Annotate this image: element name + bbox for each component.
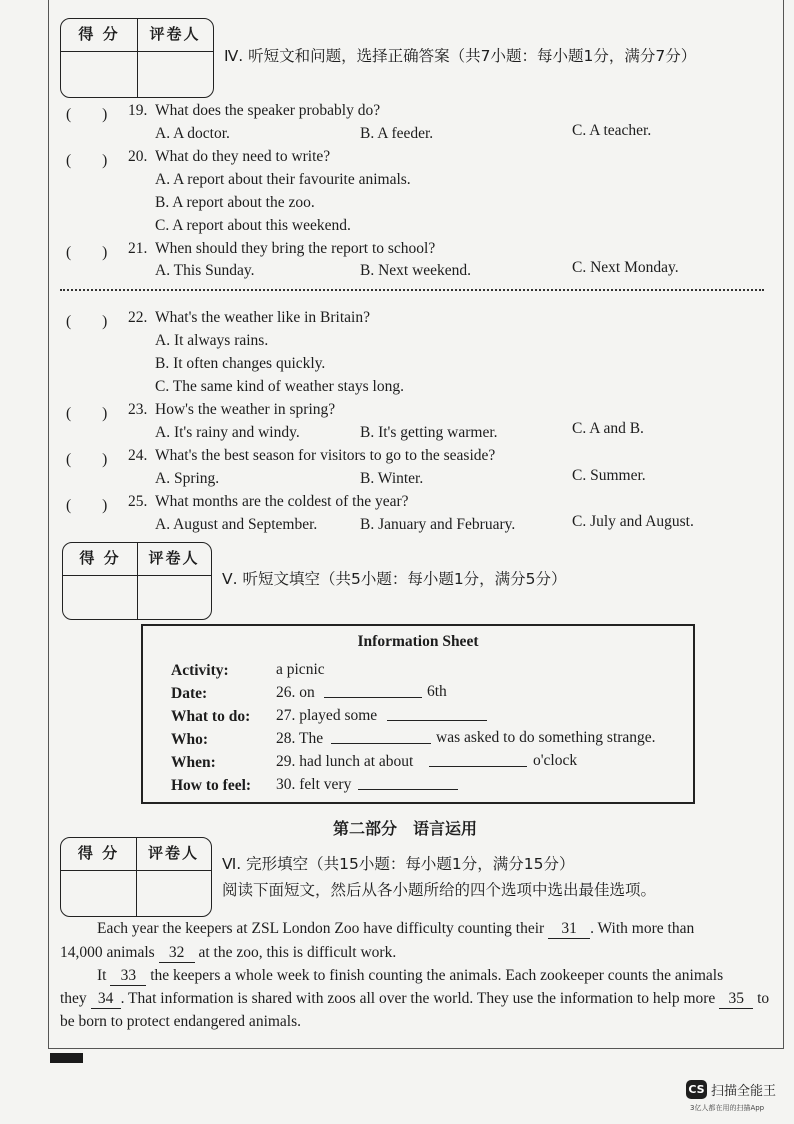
passage-text: . That information is shared with zoos all over the world. They use the information to help more [120,990,716,1007]
row-label-activity: Activity: [171,662,229,679]
option-a: A. A report about their favourite animals. [155,171,411,188]
option-a: A. This Sunday. [155,262,255,279]
blank-33[interactable]: 33 [110,967,146,986]
section-5-title: Ⅴ. 听短文填空（共5小题：每小题1分，满分5分） [222,570,567,588]
camscanner-logo-icon: CS [686,1080,707,1099]
passage-text: . With more than [590,920,695,937]
option-a: A. Spring. [155,470,220,487]
passage-text: the keepers a whole week to finish counting the animals. Each zookeeper counts the animals [150,967,724,984]
passage-line-5 [60,1013,301,1031]
passage-text: at the zoo, this is difficult work. [198,944,397,961]
score-box [62,542,212,620]
option-c: C. A report about this weekend. [155,217,351,234]
part-2-title: 第二部分 语言运用 [333,819,478,838]
blank-28[interactable] [331,729,431,744]
question-text: What's the best season for visitors to go to the seaside? [155,447,496,464]
option-c: C. July and August. [572,513,694,530]
option-a: A. It always rains. [155,332,269,349]
row-value-when: 29. had lunch at about [276,753,414,770]
passage-text: 14,000 animals [60,944,155,961]
row-value-activity: a picnic [276,661,325,678]
answer-paren[interactable]: ( ) [66,405,108,422]
sheet-title: Information Sheet [357,633,479,650]
page-mark [50,1053,83,1063]
option-a: A. A doctor. [155,125,230,142]
answer-paren[interactable]: ( ) [66,106,108,123]
information-sheet [141,624,695,804]
dotted-divider [60,289,764,291]
question-text: What do they need to write? [155,148,331,165]
passage-text: to [757,990,770,1007]
blank-30[interactable] [358,775,458,790]
blank-34[interactable]: 34 [91,990,121,1009]
row-value-who: 28. The [276,730,324,747]
passage-line-3 [97,967,723,986]
option-b: B. A report about the zoo. [155,194,315,211]
passage-text: be born to protect endangered animals. [60,1013,302,1030]
option-c: C. A and B. [572,420,644,437]
answer-paren[interactable]: ( ) [66,497,108,514]
blank-29[interactable] [429,752,527,767]
brand-tagline: 3亿人都在用的扫描App [690,1104,765,1112]
passage-text: they [60,990,87,1007]
option-c: C. Summer. [572,467,646,484]
row-label-how-to-feel: How to feel: [171,777,252,794]
row-suffix-who: was asked to do something strange. [436,729,656,746]
row-suffix-date: 6th [427,683,447,700]
row-value-date: 26. on [276,684,315,701]
option-a: A. August and September. [155,516,318,533]
blank-31[interactable]: 31 [548,920,590,939]
passage-line-4 [60,990,769,1009]
question-text: What does the speaker probably do? [155,102,381,119]
section-6-title: Ⅵ. 完形填空（共15小题：每小题1分，满分15分） [222,855,575,873]
row-suffix-when: o'clock [533,752,578,769]
option-b: B. It often changes quickly. [155,355,326,372]
score-label: 得 分 [77,844,120,862]
option-c: C. Next Monday. [572,259,679,276]
grader-label: 评卷人 [149,25,201,43]
grader-label: 评卷人 [148,549,200,567]
section-4-title: Ⅳ. 听短文和问题，选择正确答案（共7小题：每小题1分，满分7分） [224,47,697,65]
answer-paren[interactable]: ( ) [66,244,108,261]
passage-text: Each year the keepers at ZSL London Zoo have difficulty counting their [97,920,545,937]
brand-name: 扫描全能王 [711,1084,777,1099]
option-b: B. A feeder. [360,125,434,142]
row-label-who: Who: [171,731,209,748]
blank-35[interactable]: 35 [719,990,753,1009]
question-text: What months are the coldest of the year? [155,493,409,510]
blank-32[interactable]: 32 [159,944,195,963]
row-label-date: Date: [171,685,208,702]
option-b: B. Winter. [360,470,424,487]
passage-text: It [97,967,107,984]
answer-paren[interactable]: ( ) [66,313,108,330]
option-c: C. The same kind of weather stays long. [155,378,404,395]
question-number: 20. [128,148,148,165]
option-a: A. It's rainy and windy. [155,424,300,441]
score-box [60,837,212,917]
option-b: B. January and February. [360,516,516,533]
option-b: B. It's getting warmer. [360,424,498,441]
grader-label: 评卷人 [147,844,199,862]
question-text: What's the weather like in Britain? [155,309,370,326]
question-number: 22. [128,309,148,326]
row-label-when: When: [171,754,216,771]
row-value-how-to-feel: 30. felt very [276,776,352,793]
score-box [60,18,214,98]
blank-26[interactable] [324,683,422,698]
passage-line-2 [60,944,396,963]
score-label: 得 分 [78,25,120,43]
option-c: C. A teacher. [572,122,652,139]
row-label-what-to-do: What to do: [171,708,251,725]
question-number: 21. [128,240,148,257]
question-number: 25. [128,493,148,510]
question-number: 24. [128,447,148,464]
section-6-instruction: 阅读下面短文，然后从各小题所给的四个选项中选出最佳选项。 [222,881,657,899]
blank-27[interactable] [387,706,487,721]
question-number: 19. [128,102,148,119]
passage-line-1 [97,920,694,939]
option-b: B. Next weekend. [360,262,472,279]
row-value-what-to-do: 27. played some [276,707,378,724]
question-text: When should they bring the report to school? [155,240,436,257]
question-number: 23. [128,401,148,418]
score-label: 得 分 [79,549,121,567]
answer-paren[interactable]: ( ) [66,451,108,468]
answer-paren[interactable]: ( ) [66,152,108,169]
question-text: How's the weather in spring? [155,401,336,418]
